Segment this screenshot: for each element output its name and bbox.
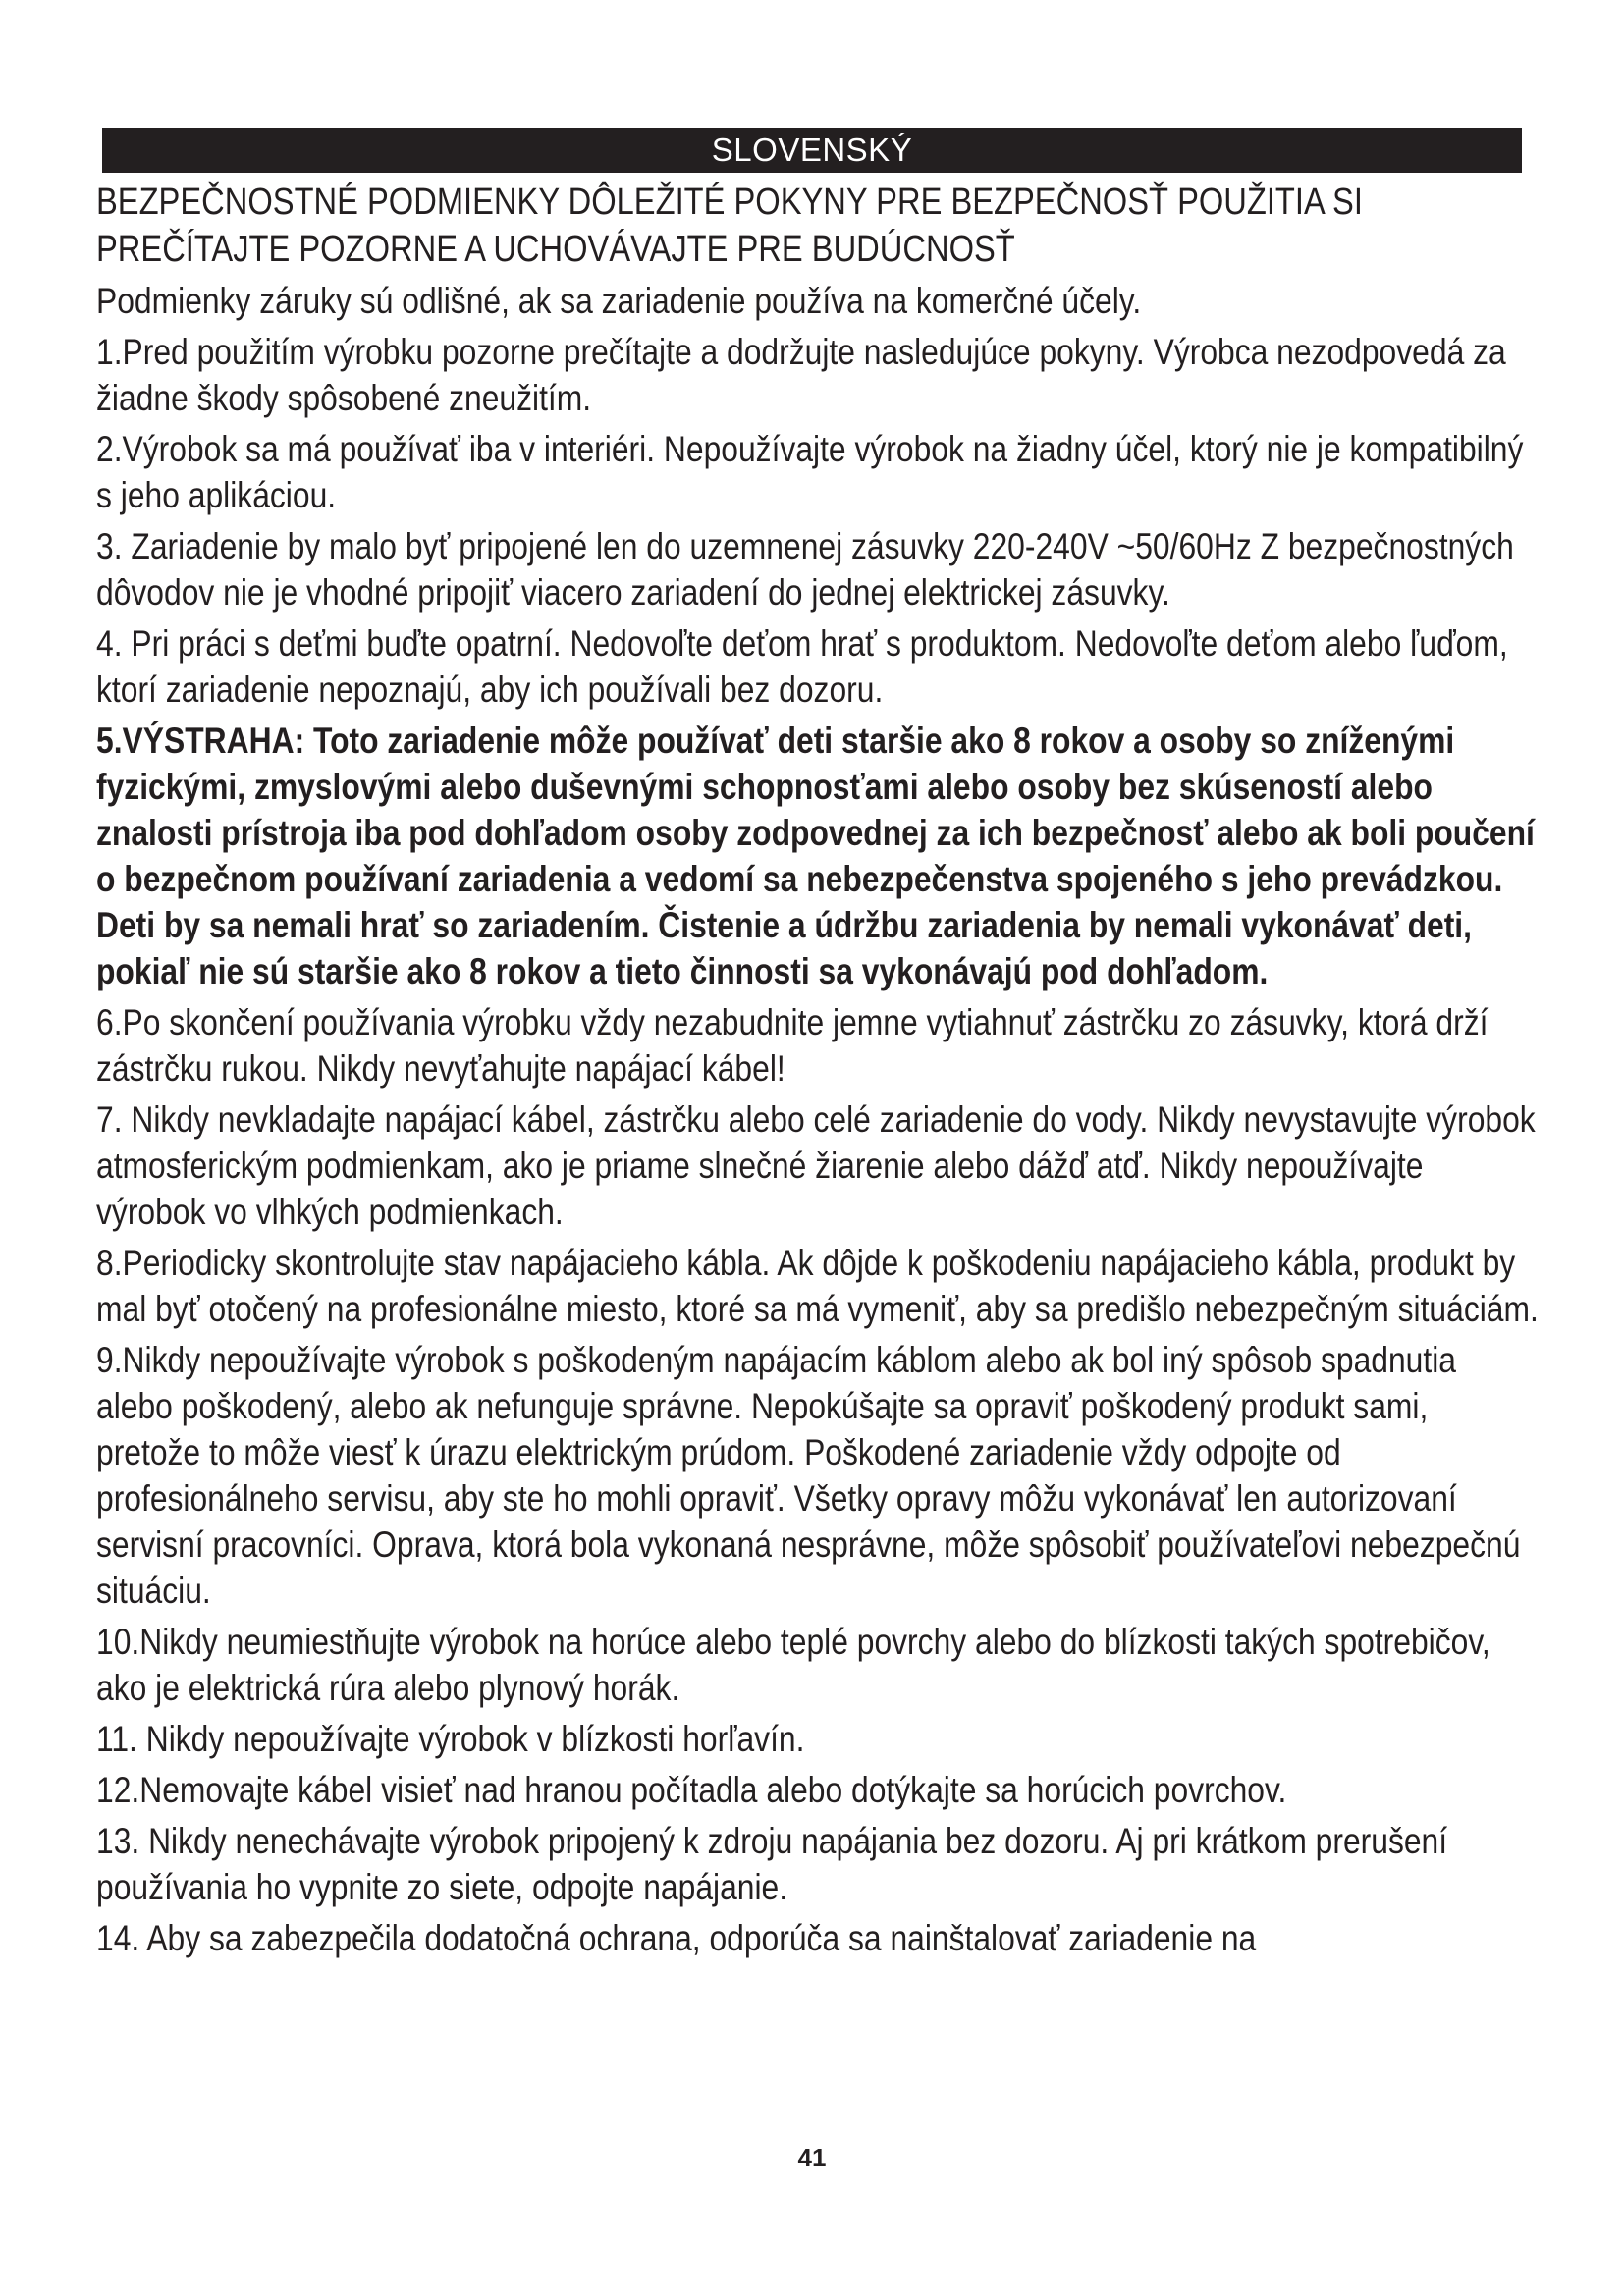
instruction-item-10: 10.Nikdy neumiestňujte výrobok na horúce alebo teplé povrchy alebo do blízkosti takých spotrebičov, ako je elektrická rúra alebo plynový horák. — [96, 1622, 1490, 1708]
instruction-item-11: 11. Nikdy nepoužívajte výrobok v blízkosti horľavín. — [96, 1719, 805, 1759]
instruction-item-13: 13. Nikdy nenechávajte výrobok pripojený k zdroju napájania bez dozoru. Aj pri krátkom prerušení používania ho vypnite zo siete, odpojte napájanie. — [96, 1821, 1448, 1907]
instruction-item-12: 12.Nemovajte kábel visieť nad hranou počítadla alebo dotýkajte sa horúcich povrchov. — [96, 1770, 1287, 1810]
warning-item-5: 5.VÝSTRAHA: Toto zariadenie môže používať deti staršie ako 8 rokov a osoby so zníženými fyzickými, zmyslovými alebo duševnými schopnosťami alebo osoby bez skúseností alebo znalosti prístroja iba pod dohľadom osoby zodpovednej za ich bezpečnosť alebo ak boli poučení o bezpečnom používaní zariadenia a vedomí sa nebezpečenstva spojeného s jeho prevádzkou. Deti by sa nemali hrať so zariadením. Čistenie a údržbu zariadenia by nemali vykonávať deti, pokiaľ nie sú staršie ako 8 rokov a tieto činnosti sa vykonávajú pod dohľadom. — [96, 721, 1535, 991]
instruction-item-4: 4. Pri práci s deťmi buďte opatrní. Nedovoľte deťom hrať s produktom. Nedovoľte deťom alebo ľuďom, ktorí zariadenie nepoznajú, aby ich používali bez dozoru. — [96, 623, 1508, 710]
section-heading: BEZPEČNOSTNÉ PODMIENKY DÔLEŽITÉ POKYNY PRE BEZPEČNOSŤ POUŽITIA SI PREČÍTAJTE POZORNE A UCHOVÁVAJTE PRE BUDÚCNOSŤ — [96, 182, 1363, 270]
instruction-item-9: 9.Nikdy nepoužívajte výrobok s poškodeným napájacím káblom alebo ak bol iný spôsob spadnutia alebo poškodený, alebo ak nefunguje správne. Nepokúšajte sa opraviť poškodený produkt sami, pretože to môže viesť k úrazu elektrickým prúdom. Poškodené zariadenie vždy odpojte od profesionálneho servisu, aby ste ho mohli opraviť. Všetky opravy môžu vykonávať len autorizovaní servisní pracovníci. Oprava, ktorá bola vykonaná nesprávne, môže spôsobiť používateľovi nebezpečnú situáciu. — [96, 1340, 1521, 1611]
instruction-item-6: 6.Po skončení používania výrobku vždy nezabudnite jemne vytiahnuť zástrčku zo zásuvky, ktorá drží zástrčku rukou. Nikdy nevyťahujte napájací kábel! — [96, 1002, 1489, 1089]
instruction-item-7: 7. Nikdy nevkladajte napájací kábel, zástrčku alebo celé zariadenie do vody. Nikdy nevystavujte výrobok atmosferickým podmienkam, ako je priame slnečné žiarenie alebo dážď atď. Nikdy nepoužívajte výrobok vo vlhkých podmienkach. — [96, 1099, 1536, 1232]
instruction-item-14: 14. Aby sa zabezpečila dodatočná ochrana, odporúča sa nainštalovať zariadenie na — [96, 1918, 1257, 1958]
language-label: SLOVENSKÝ — [711, 132, 913, 168]
language-header-bar — [102, 128, 1522, 173]
warranty-note: Podmienky záruky sú odlišné, ak sa zariadenie používa na komerčné účely. — [96, 281, 1142, 321]
instruction-item-2: 2.Výrobok sa má používať iba v interiéri. Nepoužívajte výrobok na žiadny účel, ktorý nie je kompatibilný s jeho aplikáciou. — [96, 429, 1524, 515]
instruction-item-8: 8.Periodicky skontrolujte stav napájacieho kábla. Ak dôjde k poškodeniu napájacieho kábla, produkt by mal byť otočený na profesionálne miesto, ktoré sa má vymeniť, aby sa predišlo nebezpečným situáciám. — [96, 1243, 1539, 1329]
safety-instructions — [96, 179, 1541, 1966]
instruction-item-3: 3. Zariadenie by malo byť pripojené len do uzemnenej zásuvky 220-240V ~50/60Hz Z bezpečnostných dôvodov nie je vhodné pripojiť viacero zariadení do jednej elektrickej zásuvky. — [96, 526, 1514, 613]
instruction-item-1: 1.Pred použitím výrobku pozorne prečítajte a dodržujte nasledujúce pokyny. Výrobca nezodpovedá za žiadne škody spôsobené zneužitím. — [96, 332, 1506, 418]
page-number: 41 — [797, 2143, 827, 2172]
